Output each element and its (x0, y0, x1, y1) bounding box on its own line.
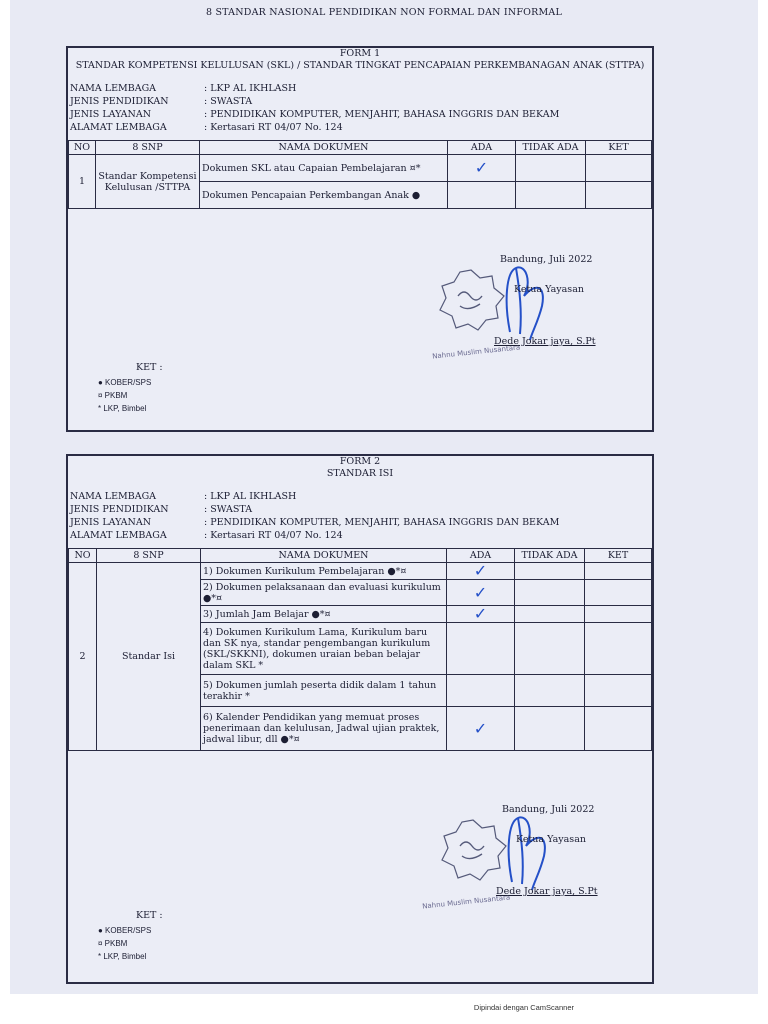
form-1-title: FORM 1 (339, 48, 381, 59)
tidak-ada-cell (515, 707, 585, 751)
ket-cell (585, 606, 652, 623)
column-header: KET (585, 549, 652, 563)
ket-cell (585, 623, 652, 675)
ada-cell (447, 623, 515, 675)
signer-name: Dede Jokar jaya, S.Pt (496, 886, 598, 897)
document-name: Dokumen Pencapaian Perkembangan Anak ● (200, 182, 448, 209)
form-1-table (68, 140, 652, 209)
info-value: : LKP AL IKHLASH (204, 83, 297, 94)
document-name: 3) Jumlah Jam Belajar ●*¤ (201, 606, 447, 623)
ket-line: ● KOBER/SPS (98, 378, 152, 387)
table-row (69, 563, 652, 580)
ket-line: ¤ PKBM (98, 391, 128, 400)
signature-scribble (504, 812, 554, 892)
info-row (70, 503, 652, 516)
info-value: : PENDIDIKAN KOMPUTER, MENJAHIT, BAHASA INGGRIS DAN BEKAM (204, 109, 560, 120)
ket-line: ● KOBER/SPS (98, 926, 152, 935)
info-value: : SWASTA (204, 504, 253, 515)
signer-role: Ketua Yayasan (514, 284, 584, 295)
info-label: JENIS LAYANAN (70, 109, 152, 120)
tidak-ada-cell (515, 580, 585, 606)
ket-legend (98, 362, 163, 415)
info-row (70, 95, 652, 108)
info-value: : Kertasari RT 04/07 No. 124 (204, 530, 343, 541)
info-label: JENIS PENDIDIKAN (70, 504, 169, 515)
column-header: NO (69, 141, 96, 155)
document-name: 1) Dokumen Kurikulum Pembelajaran ●*¤ (201, 563, 447, 580)
form-2-title-block (68, 456, 652, 480)
signature-scribble (502, 262, 552, 342)
ket-cell (585, 707, 652, 751)
info-value: : Kertasari RT 04/07 No. 124 (204, 122, 343, 133)
info-row (70, 516, 652, 529)
form-1-info (70, 82, 652, 134)
row-number: 2 (69, 563, 97, 751)
column-header: NAMA DOKUMEN (200, 141, 448, 155)
info-value: : SWASTA (204, 96, 253, 107)
column-header: NAMA DOKUMEN (201, 549, 447, 563)
column-header: NO (69, 549, 97, 563)
tidak-ada-cell (516, 182, 586, 209)
document-name: 2) Dokumen pelaksanaan dan evaluasi kurikulum ●*¤ (201, 580, 447, 606)
column-header: 8 SNP (97, 549, 201, 563)
row-number: 1 (69, 155, 96, 209)
column-header: ADA (448, 141, 516, 155)
info-value: : PENDIDIKAN KOMPUTER, MENJAHIT, BAHASA INGGRIS DAN BEKAM (204, 517, 560, 528)
ket-line: ¤ PKBM (98, 939, 128, 948)
info-row (70, 82, 652, 95)
signer-role: Ketua Yayasan (516, 834, 586, 845)
ket-cell (585, 675, 652, 707)
ket-cell (585, 580, 652, 606)
tidak-ada-cell (516, 155, 586, 182)
ket-cell (586, 155, 652, 182)
tidak-ada-cell (515, 675, 585, 707)
stamp-caption: Nahnu Muslim Nusantara (421, 893, 511, 911)
tidak-ada-cell (515, 606, 585, 623)
form-2-title: FORM 2 (339, 456, 381, 467)
check-mark: ✓ (473, 718, 488, 738)
info-label: NAMA LEMBAGA (70, 491, 157, 502)
ket-line: * LKP, Bimbel (98, 952, 147, 961)
ada-cell (447, 606, 515, 623)
check-mark: ✓ (474, 158, 489, 177)
check-mark: ✓ (473, 561, 488, 580)
ket-legend (98, 910, 163, 963)
info-label: JENIS PENDIDIKAN (70, 96, 169, 107)
info-row (70, 108, 652, 121)
place-date: Bandung, Juli 2022 (500, 254, 593, 265)
scanner-watermark: Dipindai dengan CamScanner (473, 1003, 574, 1012)
check-mark: ✓ (473, 582, 488, 602)
tidak-ada-cell (515, 563, 585, 580)
info-label: JENIS LAYANAN (70, 517, 152, 528)
form-2-table (68, 548, 652, 751)
ada-cell (447, 675, 515, 707)
ket-cell (585, 563, 652, 580)
snp-name: Standar Kompetensi Kelulusan /STTPA (96, 155, 200, 209)
form-2 (66, 454, 654, 984)
info-value: : LKP AL IKHLASH (204, 491, 297, 502)
ket-title: KET : (136, 362, 163, 373)
check-mark: ✓ (473, 604, 488, 623)
info-label: NAMA LEMBAGA (70, 83, 157, 94)
document-name: 5) Dokumen jumlah peserta didik dalam 1 tahun terakhir * (201, 675, 447, 707)
form-1-subtitle: STANDAR KOMPETENSI KELULUSAN (SKL) / STANDAR TINGKAT PENCAPAIAN PERKEMBANAGAN ANAK (STTPA) (75, 60, 645, 71)
table-row (69, 155, 652, 182)
column-header: ADA (447, 549, 515, 563)
ket-line: * LKP, Bimbel (98, 404, 147, 413)
signer-name: Dede Jokar jaya, S.Pt (494, 336, 596, 347)
place-date: Bandung, Juli 2022 (502, 804, 595, 815)
form-2-info (70, 490, 652, 542)
ada-cell (447, 580, 515, 606)
document-name: 6) Kalender Pendidikan yang memuat proses penerimaan dan kelulusan, Jadwal ujian praktek, jadwal libur, dll ●*¤ (201, 707, 447, 751)
column-header: TIDAK ADA (515, 549, 585, 563)
column-header: 8 SNP (96, 141, 200, 155)
table-header-row (69, 549, 652, 563)
column-header: KET (586, 141, 652, 155)
document-name: 4) Dokumen Kurikulum Lama, Kurikulum baru dan SK nya, standar pengembangan kurikulum (SKL/SKKNI), dokumen uraian beban belajar dalam SKL * (201, 623, 447, 675)
ada-cell (448, 182, 516, 209)
snp-name: Standar Isi (97, 563, 201, 751)
page-header: 8 STANDAR NASIONAL PENDIDIKAN NON FORMAL DAN INFORMAL (205, 7, 562, 18)
tidak-ada-cell (515, 623, 585, 675)
ket-title: KET : (136, 910, 163, 921)
info-label: ALAMAT LEMBAGA (70, 122, 167, 133)
ket-cell (586, 182, 652, 209)
info-row (70, 490, 652, 503)
form-1 (66, 46, 654, 432)
form-2-subtitle: STANDAR ISI (326, 468, 394, 479)
ada-cell (447, 707, 515, 751)
stamp-seal-icon (438, 818, 508, 882)
table-header-row (69, 141, 652, 155)
document-name: Dokumen SKL atau Capaian Pembelajaran ¤* (200, 155, 448, 182)
info-row (70, 121, 652, 134)
ada-cell (447, 563, 515, 580)
stamp-caption: Nahnu Muslim Nusantara (431, 343, 521, 361)
column-header: TIDAK ADA (516, 141, 586, 155)
info-row (70, 529, 652, 542)
ada-cell (448, 155, 516, 182)
form-1-title-block (68, 48, 652, 72)
info-label: ALAMAT LEMBAGA (70, 530, 167, 541)
stamp-seal-icon (436, 268, 506, 332)
